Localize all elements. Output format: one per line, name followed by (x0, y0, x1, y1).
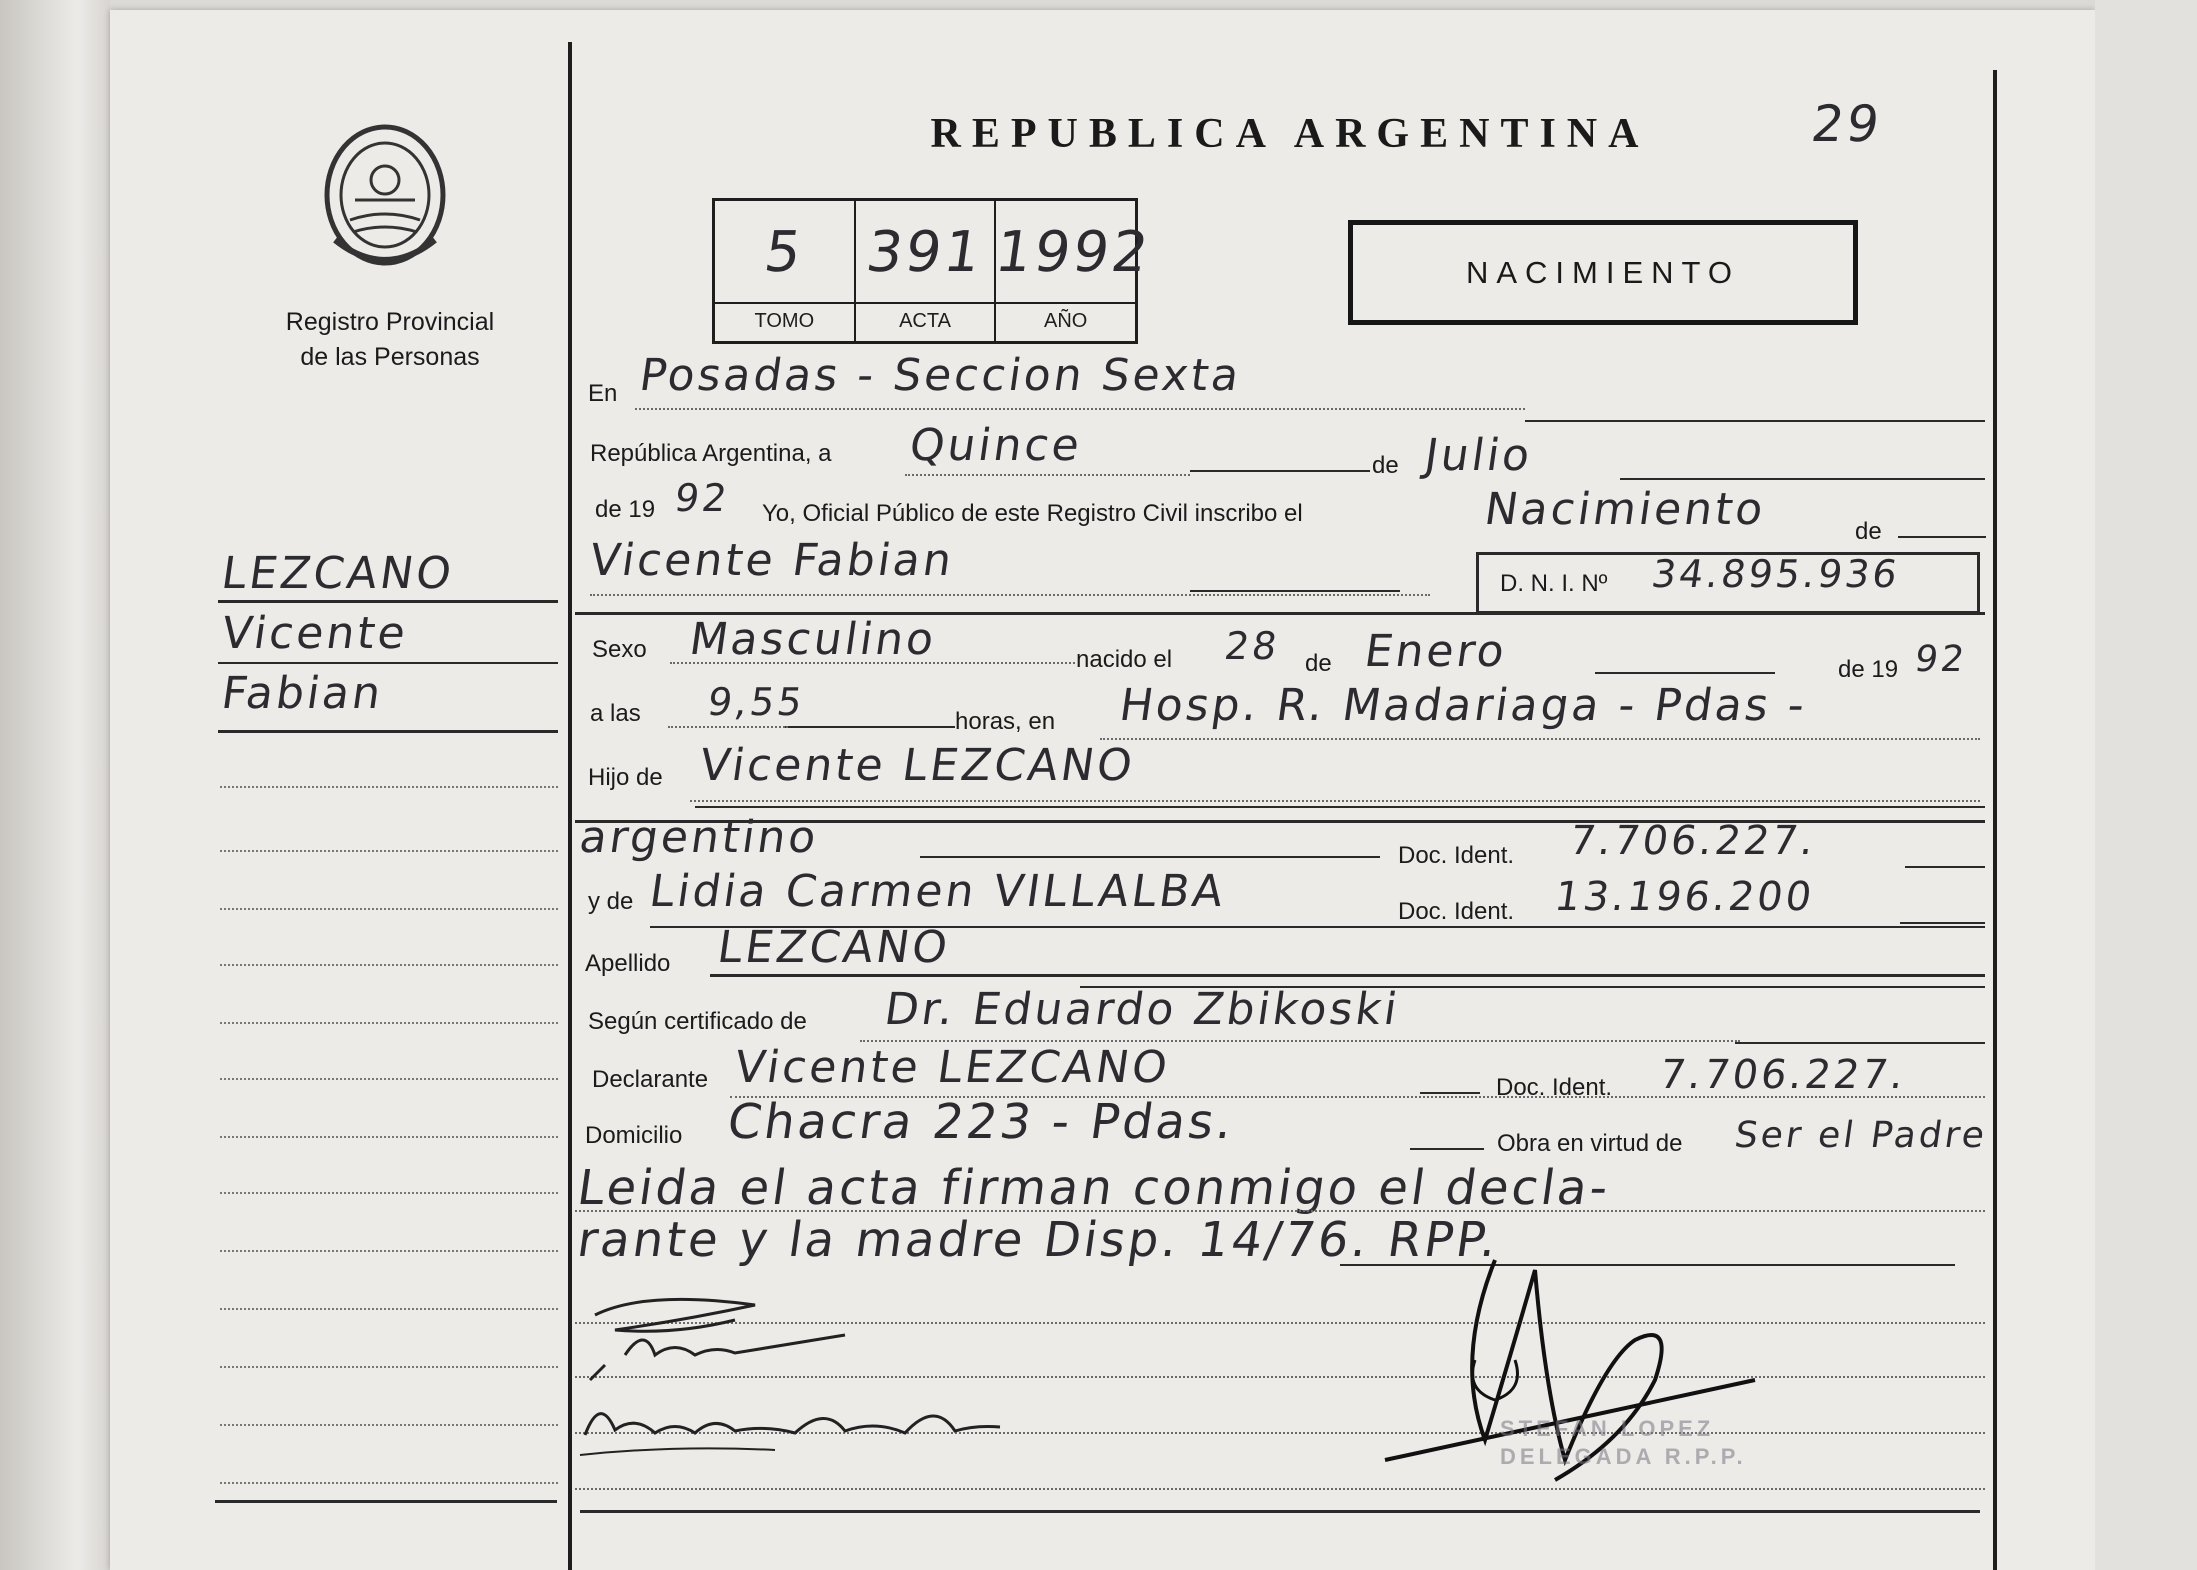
margin-rule (220, 1366, 558, 1368)
solid-line (1620, 478, 1985, 480)
birth-year-prefix: de 19 (1838, 656, 1899, 683)
solid-line (785, 726, 955, 728)
father-doc-value: 7.706.227. (1566, 818, 1820, 864)
tomo-label: TOMO (715, 302, 854, 333)
a-las-label: a las (590, 700, 641, 727)
margin-rule (220, 1192, 558, 1194)
certificado-value: Dr. Eduardo Zbikoski (881, 984, 1403, 1035)
column-divider (568, 42, 572, 1570)
margin-rule (220, 1022, 558, 1024)
solid-line (1190, 590, 1400, 592)
margin-name1: Vicente (218, 608, 412, 659)
book-spine (0, 0, 110, 1570)
solid-line (695, 806, 1985, 808)
birth-year-value: 92 (1912, 639, 1970, 680)
registry-name-line1: Registro Provincial (285, 308, 495, 336)
anio-cell (991, 201, 1156, 341)
month-value: Julio (1421, 430, 1536, 481)
margin-underline (218, 730, 558, 733)
mother-signature-icon (575, 1385, 1015, 1460)
declarante-label: Declarante (592, 1066, 709, 1093)
republica-label: República Argentina, a (590, 440, 832, 467)
anio-label: AÑO (996, 302, 1135, 333)
act-type-label: NACIMIENTO (1465, 254, 1741, 290)
domicilio-value: Chacra 223 - Pdas. (724, 1094, 1239, 1150)
margin-underline (218, 662, 558, 664)
declarante-doc-value: 7.706.227. (1656, 1052, 1910, 1098)
solid-line (1410, 1148, 1484, 1150)
sexo-label: Sexo (592, 636, 647, 663)
act-type-box (1348, 220, 1858, 325)
acta-cell (856, 201, 997, 341)
note-line2: rante y la madre Disp. 14/76. RPP. (574, 1212, 1504, 1268)
note-line1: Leida el acta firman conmigo el decla- (574, 1160, 1615, 1216)
dni-value: 34.895.936 (1648, 552, 1903, 596)
margin-surname: LEZCANO (218, 548, 458, 599)
hijo-label: Hijo de (588, 764, 663, 791)
margin-rule (220, 850, 558, 852)
solid-line (1190, 470, 1370, 472)
dni-label: D. N. I. Nº (1500, 570, 1608, 597)
solid-line (1900, 922, 1985, 924)
declarant-signature-icon (585, 1285, 855, 1395)
solid-line (710, 974, 1985, 977)
doc-label: Doc. Ident. (1398, 898, 1515, 925)
stamp-line2: DELEGADA R.P.P. (1500, 1444, 1747, 1469)
official-stamp (1500, 1415, 1747, 1471)
birth-place-value: Hosp. R. Madariaga - Pdas - (1116, 680, 1811, 731)
mother-doc-value: 13.196.200 (1551, 874, 1818, 920)
margin-rule (220, 1136, 558, 1138)
book-edge (2095, 0, 2197, 1570)
obra-label: Obra en virtud de (1497, 1130, 1683, 1157)
dotted-line (690, 800, 1980, 802)
de-label: de (1372, 452, 1399, 479)
margin-rule (220, 1250, 558, 1252)
tomo-value: 5 (760, 220, 809, 285)
dotted-line (668, 726, 788, 728)
solid-line (1525, 420, 1985, 422)
inscribo-label: Yo, Oficial Público de este Registro Civil inscribo el (762, 500, 1303, 527)
place-section-value: Posadas - Seccion Sexta (636, 350, 1245, 401)
dotted-line (590, 594, 1430, 596)
day-value: Quince (906, 420, 1086, 471)
margin-underline (218, 600, 558, 603)
registry-name-line2: de las Personas (300, 343, 480, 371)
margin-rule (220, 1308, 558, 1310)
margin-bottom-rule (215, 1500, 557, 1503)
declarante-value: Vicente LEZCANO (731, 1042, 1174, 1093)
dotted-line (905, 474, 1190, 476)
right-border (1993, 70, 1997, 1570)
nacido-label: nacido el (1076, 646, 1173, 673)
page-title: REPUBLICA ARGENTINA (930, 111, 1650, 157)
solid-line (1898, 536, 1986, 538)
father-name-value: Vicente LEZCANO (696, 740, 1139, 791)
year-prefix-label: de 19 (595, 496, 656, 523)
acta-value: 391 (862, 220, 988, 285)
apellido-label: Apellido (585, 950, 671, 977)
domicilio-label: Domicilio (585, 1122, 683, 1149)
birth-month-value: Enero (1361, 626, 1511, 677)
margin-rule (220, 1424, 558, 1426)
tomo-cell (715, 201, 856, 341)
anio-value: 1992 (991, 220, 1156, 285)
provincial-seal-icon (315, 120, 455, 275)
margin-rule (220, 786, 558, 788)
solid-line (1595, 672, 1775, 674)
child-name-value: Vicente Fabian (586, 535, 958, 586)
acta-label: ACTA (856, 302, 995, 333)
dotted-line (635, 408, 1525, 410)
sexo-value: Masculino (686, 614, 940, 665)
doc-label: Doc. Ident. (1496, 1074, 1613, 1101)
solid-line (920, 856, 1380, 858)
de-label: de (1305, 650, 1332, 677)
dotted-line (1100, 738, 1980, 740)
hour-value: 9,55 (704, 680, 808, 724)
margin-rule (220, 1482, 558, 1484)
margin-name2: Fabian (218, 668, 387, 719)
year-value: 92 (671, 476, 733, 520)
margin-rule (220, 1078, 558, 1080)
en-label: En (588, 380, 618, 407)
margin-rule (220, 908, 558, 910)
father-nationality-value: argentino (576, 812, 823, 863)
y-de-label: y de (588, 888, 634, 915)
official-signature-icon (1375, 1240, 1775, 1520)
de-label: de (1855, 518, 1882, 545)
registry-name (245, 305, 535, 375)
inscribo-value: Nacimiento (1481, 484, 1770, 535)
record-reference-box (712, 198, 1156, 344)
horas-label: horas, en (955, 708, 1056, 735)
obra-value: Ser el Padre (1732, 1115, 1990, 1156)
solid-line (1905, 866, 1985, 868)
doc-label: Doc. Ident. (1398, 842, 1515, 869)
solid-line (1420, 1092, 1480, 1094)
page-number: 29 (1807, 95, 1886, 153)
birth-day-value: 28 (1221, 624, 1283, 668)
solid-line (1735, 1042, 1985, 1044)
stamp-line1: STEFAN LOPEZ (1500, 1416, 1715, 1441)
dotted-line (670, 662, 1075, 664)
certificado-label: Según certificado de (588, 1008, 807, 1035)
apellido-value: LEZCANO (714, 922, 954, 973)
mother-name-value: Lidia Carmen VILLALBA (646, 866, 1230, 917)
margin-rule (220, 964, 558, 966)
